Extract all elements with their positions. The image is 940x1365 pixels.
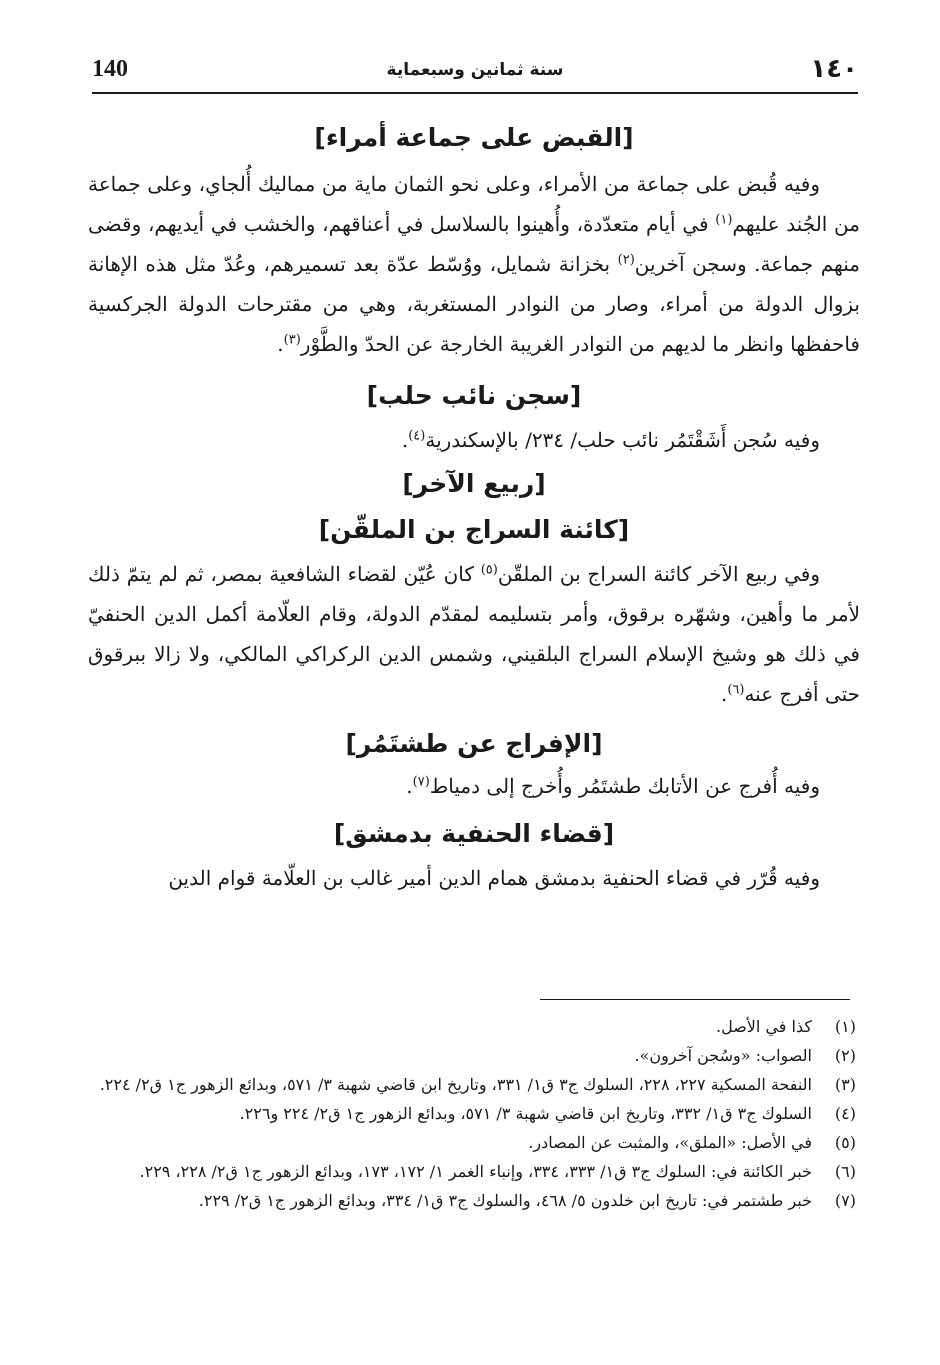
footnote-item bbox=[80, 1041, 856, 1070]
running-title: سنة ثمانين وسبعماية bbox=[386, 60, 564, 80]
paragraph-text: كان عُيّن لقضاء الشافعية بمصر، ثم لم يتمّ ذلك لأمر ما وأهين، وشهّره برقوق، وأمر بتسليمه لمقدّم الدولة، وقام العلّامة أكمل الدين الحنفيّ في ذلك هو وشيخ الإسلام السراج البلقيني، وشمس الدين الركراكي المالكي، ولا زالا ببرقوق حتى أفرج عنه bbox=[88, 562, 860, 706]
footnote-number: (١) bbox=[834, 1017, 856, 1036]
footnote-ref: (٤) bbox=[408, 428, 426, 444]
footnote-text: في الأصل: «الملق»، والمثبت عن المصادر. bbox=[528, 1133, 812, 1152]
section-heading: [كائنة السراج بن الملقّن] bbox=[318, 515, 630, 544]
footnote-ref: (٣) bbox=[283, 332, 301, 348]
footnote-item bbox=[80, 1157, 856, 1186]
paragraph-text: وفي ربيع الآخر كائنة السراج بن الملقّن bbox=[497, 562, 820, 586]
section-heading: [قضاء الحنفية بدمشق] bbox=[333, 819, 615, 848]
footnote-ref: (٧) bbox=[412, 774, 430, 790]
section-heading: [القبض على جماعة أمراء] bbox=[314, 123, 634, 152]
paragraph-text: . bbox=[406, 774, 413, 798]
paragraph-text: . bbox=[720, 682, 728, 706]
page-number-arabic: ١٤٠ bbox=[810, 54, 858, 84]
header-rule bbox=[92, 92, 858, 94]
paragraph-text: وفيه قُرّر في قضاء الحنفية بدمشق همام الدين أمير غالب بن العلّامة قوام الدين bbox=[168, 866, 820, 890]
page-header bbox=[92, 56, 858, 90]
footnote-ref: (٦) bbox=[727, 682, 745, 698]
footnote-number: (٢) bbox=[834, 1046, 856, 1065]
paragraph-text: في أيام متعدّدة، وأُهينوا بالسلاسل في أعناقهم، والخشب في أيديهم، وقضى منهم جماعة. وسجن آخرين bbox=[88, 212, 860, 276]
section-paragraph bbox=[88, 858, 860, 898]
footnote-number: (٦) bbox=[834, 1162, 856, 1181]
footnote-text: الصواب: «وسُجن آخرون». bbox=[634, 1046, 812, 1065]
footnote-item bbox=[80, 1186, 856, 1215]
footnote-item bbox=[80, 1070, 856, 1099]
footnotes bbox=[80, 1012, 856, 1215]
paragraph-text: . bbox=[277, 332, 284, 356]
footnote-text: النفحة المسكية ٢٢٧، ٢٢٨، السلوك ج٣ ق١/ ٣٣١، وتاريخ ابن قاضي شهبة ٣/ ٥٧١، وبدائع الزهور ج١ ق٢/ ٢٢٤. bbox=[99, 1075, 812, 1094]
section-paragraph bbox=[88, 554, 860, 714]
footnote-ref: (٥) bbox=[480, 562, 498, 578]
footnote-number: (٥) bbox=[834, 1133, 856, 1152]
section-paragraph bbox=[88, 766, 860, 806]
page-number-latin: 140 bbox=[92, 56, 128, 82]
section-heading: [الإفراج عن طشتَمُر] bbox=[345, 729, 603, 758]
footnote-item bbox=[80, 1012, 856, 1041]
paragraph-text: بخزانة شمايل، ووُسّط عدّة بعد تسميرهم، وعُدّ مثل هذه الإهانة بزوال الدولة من أمراء، وصار من النوادر المستغربة، وهي من مقترحات الدولة الجركسية فاحفظها وانظر ما لديهم من النوادر الغريبة الخارجة عن الحدّ والطَّوْر bbox=[88, 252, 860, 356]
footnote-number: (٤) bbox=[834, 1104, 856, 1123]
footnote-item bbox=[80, 1099, 856, 1128]
footnote-ref: (٢) bbox=[617, 252, 635, 268]
paragraph-text: وفيه أُفرج عن الأتابك طشتَمُر وأُخرج إلى دمياط bbox=[429, 774, 820, 798]
footnote-item bbox=[80, 1128, 856, 1157]
paragraph-text: وفيه قُبض على جماعة من الأمراء، وعلى نحو الثمان ماية من مماليك أُلجاي، وعلى جماعة من الجُند عليهم bbox=[88, 172, 860, 236]
footnote-number: (٣) bbox=[834, 1075, 856, 1094]
footnote-text: السلوك ج٣ ق١/ ٣٣٢، وتاريخ ابن قاضي شهبة ٣/ ٥٧١، وبدائع الزهور ج١ ق٢/ ٢٢٤ و٢٢٦. bbox=[239, 1104, 812, 1123]
paragraph-text: وفيه سُجن أَشَقْتَمُر نائب حلب/ ٢٣٤/ بالإسكندرية bbox=[425, 428, 820, 452]
footnote-text: خبر الكائنة في: السلوك ج٣ ق١/ ٣٣٣، ٣٣٤، وإنباء الغمر ١/ ١٧٢، ١٧٣، وبدائع الزهور ج١ ق٢/ ٢٢٨، ٢٢٩. bbox=[139, 1162, 812, 1181]
footnote-text: كذا في الأصل. bbox=[716, 1017, 812, 1036]
section-paragraph bbox=[88, 420, 860, 460]
main-text bbox=[88, 118, 860, 898]
footnote-ref: (١) bbox=[715, 212, 733, 228]
paragraph-text: . bbox=[401, 428, 409, 452]
section-heading: [ربيع الآخر] bbox=[402, 469, 546, 498]
section-heading: [سجن نائب حلب] bbox=[366, 381, 582, 410]
footnote-number: (٧) bbox=[834, 1191, 856, 1210]
section-paragraph bbox=[88, 164, 860, 364]
footnote-text: خبر طشتمر في: تاريخ ابن خلدون ٥/ ٤٦٨، والسلوك ج٣ ق١/ ٣٣٤، وبدائع الزهور ج١ ق٢/ ٢٢٩. bbox=[198, 1191, 812, 1210]
footnote-rule bbox=[540, 999, 850, 1000]
